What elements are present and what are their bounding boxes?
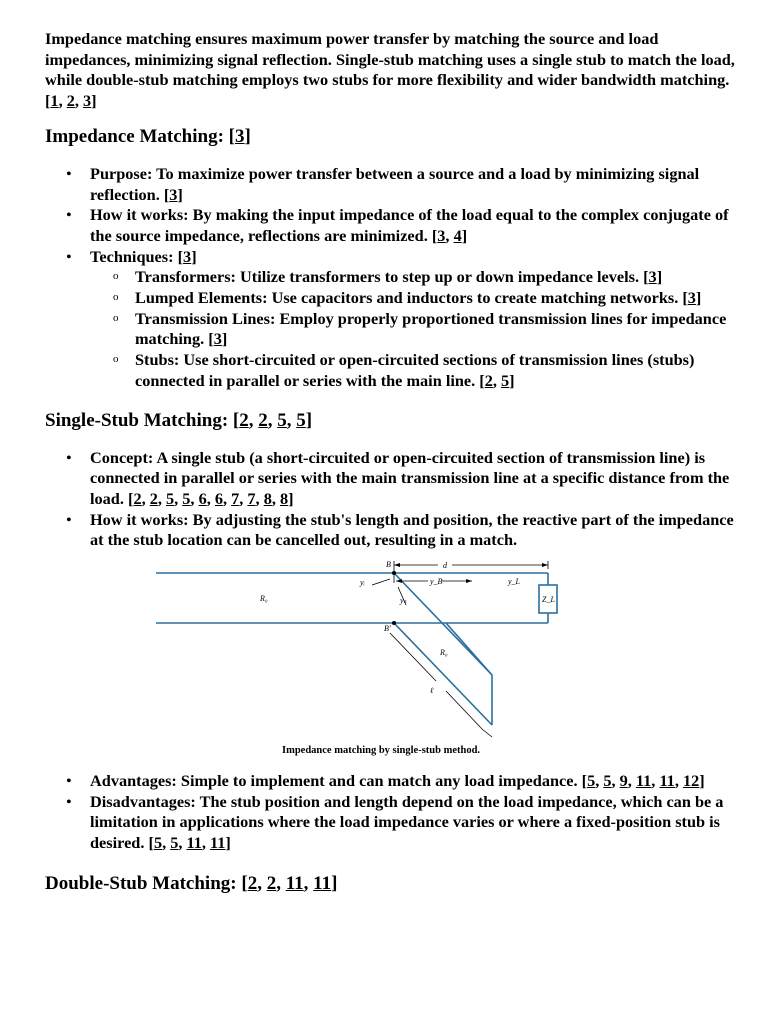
label-B: B: [386, 560, 391, 570]
sub-list-item: o Stubs: Use short-circuited or open-circuited sections of transmission lines (stubs) connected in parallel or series with the main line. [2, 5]: [90, 350, 735, 391]
citation-link[interactable]: 3: [82, 91, 92, 111]
citation-link[interactable]: 5: [166, 488, 175, 508]
list-item: [45, 510, 735, 551]
citation-link[interactable]: 3: [234, 125, 245, 147]
citation-link[interactable]: 1: [50, 91, 59, 111]
citation-link[interactable]: 2: [247, 872, 258, 894]
citation-link[interactable]: 3: [437, 225, 446, 245]
techniques-sublist: [90, 267, 735, 391]
label-ys: yₛ: [400, 596, 407, 606]
citation-link[interactable]: 3: [687, 288, 696, 308]
heading-double-stub: Double-Stub Matching: [2, 2, 11, 11]: [45, 872, 338, 894]
citation-link[interactable]: 11: [285, 872, 304, 894]
citation-link[interactable]: 12: [682, 771, 700, 791]
intro-paragraph: Impedance matching ensures maximum power transfer by matching the source and load impedances, minimizing signal reflection. Single-stub matching uses a single stub to match the load, while double-stub matching employs two stubs for more flexibility and wider bandwidth matching. [1, 2, 3]: [45, 29, 735, 111]
citation-link[interactable]: 7: [231, 488, 240, 508]
citation-link[interactable]: 3: [648, 267, 657, 287]
text: Double-Stub Matching:: [45, 872, 237, 894]
citation-link[interactable]: 5: [182, 488, 191, 508]
text: How it works: By making the input impedance of the load equal to the complex conjugate of the source impedance, reflections are minimized.: [90, 205, 729, 245]
citation-link[interactable]: 2: [133, 488, 142, 508]
text: Advantages: Simple to implement and can match any load impedance.: [90, 771, 578, 791]
citation-link[interactable]: 7: [247, 488, 256, 508]
citation-link[interactable]: 11: [635, 771, 652, 791]
impedance-matching-list: [45, 164, 735, 392]
citation-link[interactable]: 5: [587, 771, 596, 791]
citation-link[interactable]: 2: [239, 409, 249, 431]
figure-caption: Impedance matching by single-stub method.: [282, 745, 481, 757]
citation-link[interactable]: 11: [186, 833, 202, 853]
stub-line-upper: [394, 573, 492, 675]
citation-link[interactable]: 3: [213, 329, 222, 349]
document-page: [45, 29, 735, 896]
sub-list-item: o Lumped Elements: Use capacitors and inductors to create matching networks. [3]: [90, 288, 735, 309]
citation-link[interactable]: 2: [149, 488, 158, 508]
citation-link[interactable]: 6: [198, 488, 207, 508]
label-yB: y_B: [430, 577, 443, 587]
list-item: • Concept: A single stub (a short-circuited or open-circuited section of transmission line) is connected in parallel or series with the main transmission line at a specific distance from the load. [2, 2, 5, 5, 6, 6, 7, 7, 8, 8]: [45, 448, 735, 510]
single-stub-list-2: [45, 771, 735, 854]
techniques-label: Techniques: [3]: [90, 246, 197, 266]
single-stub-diagram: [90, 557, 650, 769]
text: Transformers: Utilize transformers to step up or down impedance levels.: [135, 267, 640, 287]
text: Stubs: Use short-circuited or open-circuited sections of transmission lines (stubs) connected in parallel or series with the main line.: [135, 350, 695, 390]
text: How it works: By adjusting the stub's length and position, the reactive part of the impedance at the stub location can be cancelled out, resulting in a match.: [90, 509, 734, 550]
label-yL: y_L: [508, 577, 520, 587]
label-ZL: Z_L: [542, 595, 555, 605]
citation-link[interactable]: 2: [484, 370, 493, 390]
citation-link[interactable]: 3: [183, 246, 192, 266]
citation-link[interactable]: 4: [453, 225, 462, 245]
citation-link[interactable]: 8: [263, 488, 272, 508]
citation-link[interactable]: 11: [313, 872, 332, 894]
text: Techniques:: [90, 246, 174, 266]
label-R0-stub: R₀: [440, 648, 448, 658]
citation-link[interactable]: 5: [277, 409, 287, 431]
sub-list-item: o Transformers: Utilize transformers to step up or down impedance levels. [3]: [90, 267, 735, 288]
stub-line-lower: [394, 623, 492, 725]
label-R0-main: R₀: [260, 594, 268, 604]
text: Impedance matching ensures maximum power transfer by matching the source and load impedances, minimizing signal reflection. Single-stub matching uses a single stub to match the load, while double-stub matching employs two stubs for more flexibility and wider bandwidth matching.: [45, 29, 735, 90]
citation-link[interactable]: 2: [258, 409, 268, 431]
text: Single-Stub Matching:: [45, 409, 229, 431]
citation-link[interactable]: 2: [266, 872, 277, 894]
citation-link[interactable]: 3: [169, 184, 178, 204]
citation-link[interactable]: 11: [210, 833, 226, 853]
text: Lumped Elements: Use capacitors and inductors to create matching networks.: [135, 288, 679, 308]
citation-link[interactable]: 5: [153, 833, 163, 853]
citation-link[interactable]: 5: [501, 370, 510, 390]
citation-link[interactable]: 5: [170, 833, 179, 853]
list-item: • Disadvantages: The stub position and length depend on the load impedance, which can be a limitation in applications where the load impedance varies or where a fixed-position stub is desired. [5, 5, 11, 11]: [45, 792, 735, 854]
list-item: [45, 247, 735, 392]
citation-link[interactable]: 8: [279, 488, 289, 508]
citation-link[interactable]: 5: [296, 409, 306, 431]
citation-link[interactable]: 2: [66, 91, 75, 111]
label-d: d: [443, 561, 447, 571]
label-yi: yᵢ: [360, 578, 365, 588]
list-item: • Purpose: To maximize power transfer between a source and a load by minimizing signal reflection. [3]: [45, 164, 735, 205]
citation-link[interactable]: 9: [619, 771, 628, 791]
text: Disadvantages: The stub position and length depend on the load impedance, which can be a limitation in applications where the load impedance varies or where a fixed-position stub is desired.: [90, 791, 724, 853]
junction-B: [392, 571, 396, 575]
single-stub-list: [45, 448, 735, 552]
label-B-prime: B': [384, 624, 391, 634]
text: Concept: A single stub (a short-circuited or open-circuited section of transmission line) is connected in parallel or series with the main transmission line at a specific distance from the load.: [90, 447, 730, 508]
list-item: • How it works: By making the input impedance of the load equal to the complex conjugate of the source impedance, reflections are minimized. [3, 4]: [45, 205, 735, 246]
text: Impedance Matching:: [45, 125, 224, 147]
heading-impedance-matching: Impedance Matching: [3]: [45, 125, 251, 147]
citation-link[interactable]: 6: [214, 488, 223, 508]
single-stub-figure: [90, 557, 650, 769]
sub-list-item: o Transmission Lines: Employ properly proportioned transmission lines for impedance matching. [3]: [90, 309, 735, 350]
citation-link[interactable]: 5: [603, 771, 612, 791]
junction-B-prime: [392, 621, 396, 625]
heading-single-stub: Single-Stub Matching: [2, 2, 5, 5]: [45, 409, 313, 431]
label-l: ℓ: [430, 686, 434, 696]
list-item: • Advantages: Simple to implement and can match any load impedance. [5, 5, 9, 11, 11, 12]: [45, 771, 735, 792]
citation-link[interactable]: 11: [659, 771, 675, 791]
text: Transmission Lines: Employ properly proportioned transmission lines for impedance matching.: [135, 308, 727, 349]
text: Purpose: To maximize power transfer between a source and a load by minimizing signal reflection.: [90, 163, 700, 204]
